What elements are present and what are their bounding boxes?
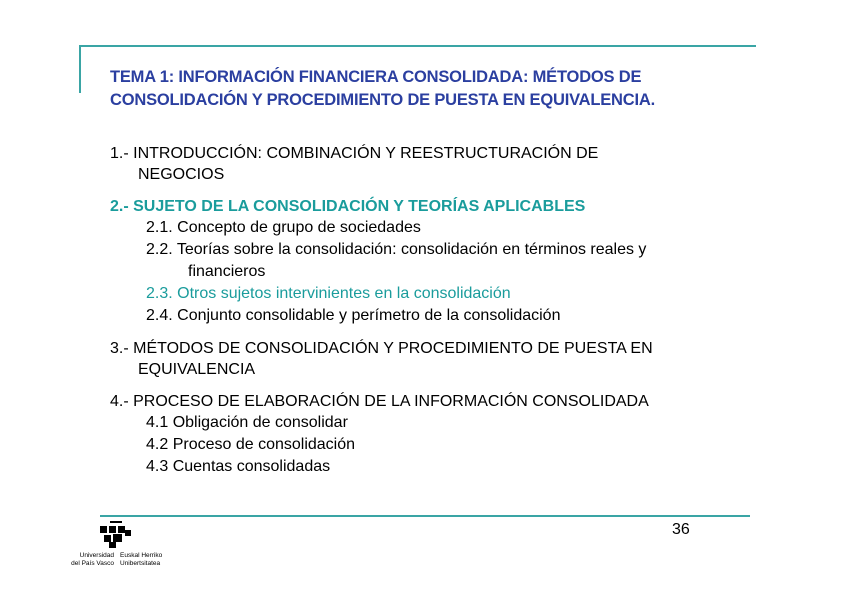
- subsection-2-2: [110, 239, 750, 283]
- section-title: [110, 143, 750, 185]
- left-frame-line: [79, 45, 81, 93]
- logo-caption-text: Unibertsitatea: [120, 560, 161, 567]
- section-title-line: 2.- SUJETO DE LA CONSOLIDACIÓN Y TEORÍAS APLICABLES: [110, 198, 586, 215]
- page-number: 36: [672, 521, 690, 538]
- section-1: [110, 143, 750, 185]
- logo-caption-text: Universidad: [79, 552, 114, 559]
- subsection-text: 2.2. Teorías sobre la consolidación: consolidación en términos reales y: [146, 241, 647, 258]
- section-2: [110, 196, 750, 327]
- subsection-2-3: [110, 283, 750, 305]
- subsection-text: 4.2 Proceso de consolidación: [146, 436, 356, 453]
- logo-caption-left: [62, 552, 114, 568]
- subsection-text: 2.3. Otros sujetos intervinientes en la consolidación: [146, 285, 511, 302]
- section-title-line: 4.- PROCESO DE ELABORACIÓN DE LA INFORMACIÓN CONSOLIDADA: [110, 393, 649, 410]
- subsection-text: 4.3 Cuentas consolidadas: [146, 458, 331, 475]
- logo-caption-text: del País Vasco: [71, 560, 114, 567]
- section-title: [110, 391, 750, 412]
- subsection-2-4: [110, 305, 750, 327]
- footer-rule: [100, 515, 750, 517]
- subsection-4-1: [110, 412, 750, 434]
- slide-title-line: CONSOLIDACIÓN Y PROCEDIMIENTO DE PUESTA EN EQUIVALENCIA.: [110, 91, 655, 109]
- top-frame-line: [80, 45, 756, 47]
- section-4: [110, 391, 750, 478]
- subsection-2-1: [110, 217, 750, 239]
- section-title-line: 3.- MÉTODOS DE CONSOLIDACIÓN Y PROCEDIMIENTO DE PUESTA EN: [110, 340, 653, 357]
- section-title-continuation: NEGOCIOS: [138, 166, 225, 183]
- logo-caption-text: Euskal Herriko: [120, 552, 163, 559]
- section-title-continuation: EQUIVALENCIA: [138, 361, 256, 378]
- slide-title-line: TEMA 1: INFORMACIÓN FINANCIERA CONSOLIDADA: MÉTODOS DE: [110, 68, 642, 86]
- subsection-text: 2.1. Concepto de grupo de sociedades: [146, 219, 421, 236]
- slide-title: [110, 66, 750, 112]
- section-title: [110, 196, 750, 217]
- section-3: [110, 338, 750, 380]
- section-title-line: 1.- INTRODUCCIÓN: COMBINACIÓN Y REESTRUCTURACIÓN DE: [110, 145, 599, 162]
- university-logo: [62, 516, 172, 576]
- subsection-4-3: [110, 456, 750, 478]
- subsection-text: 4.1 Obligación de consolidar: [146, 414, 348, 431]
- subsection-text: 2.4. Conjunto consolidable y perímetro de la consolidación: [146, 307, 561, 324]
- section-title: [110, 338, 750, 380]
- logo-caption-right: [120, 552, 162, 568]
- subsection-continuation: financieros: [188, 263, 266, 280]
- subsection-4-2: [110, 434, 750, 456]
- topic-outline: [110, 143, 750, 489]
- university-logo-icon: [98, 520, 134, 550]
